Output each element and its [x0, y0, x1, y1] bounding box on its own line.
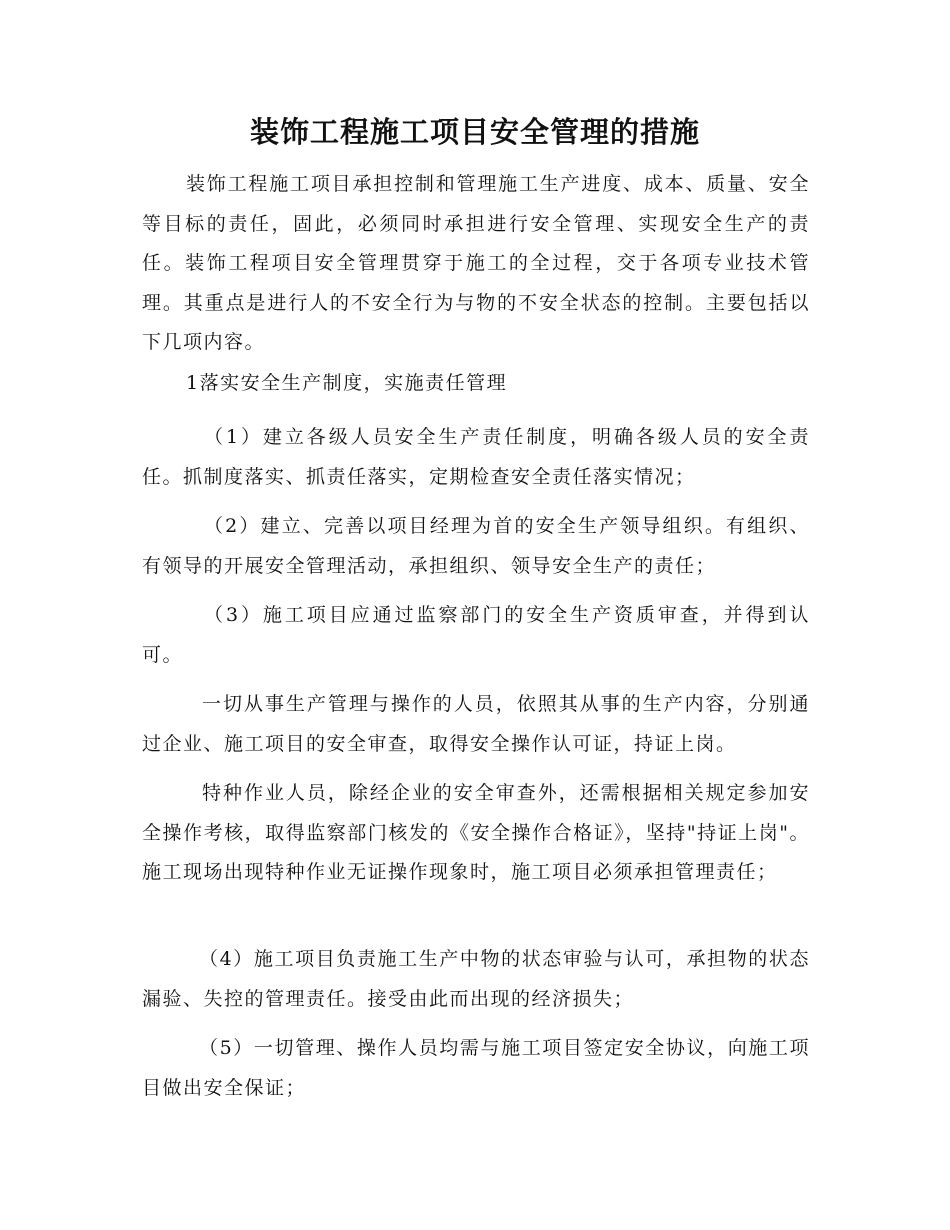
- section-heading: 1落实安全生产制度，实施责任管理: [186, 372, 508, 394]
- list-item-1: （1）建立各级人员安全生产责任制度，明确各级人员的安全责任。抓制度落实、抓责任落实，定期检查安全责任落实情况；: [142, 426, 810, 488]
- list-item-2: （2）建立、完善以项目经理为首的安全生产领导组织。有组织、有领导的开展安全管理活动，承担组织、领导安全生产的责任；: [142, 515, 810, 577]
- body-paragraph: 特种作业人员，除经企业的安全审查外，还需根据相关规定参加安全操作考核，取得监察部门核发的《安全操作合格证》，坚持"持证上岗"。施工现场出现特种作业无证操作现象时，施工项目必须承担管理责任；: [142, 782, 810, 883]
- list-item-4: （4）施工项目负责施工生产中物的状态审验与认可，承担物的状态漏验、失控的管理责任。接受由此而出现的经济损失；: [142, 948, 810, 1010]
- intro-paragraph: 装饰工程施工项目承担控制和管理施工生产进度、成本、质量、安全等目标的责任，固此，必须同时承担进行安全管理、实现安全生产的责任。装饰工程项目安全管理贯穿于施工的全过程，交于各项专业技术管理。其重点是进行人的不安全行为与物的不安全状态的控制。主要包括以下几项内容。: [142, 173, 810, 353]
- document-title: 装饰工程施工项目安全管理的措施: [249, 115, 700, 149]
- body-paragraph: 一切从事生产管理与操作的人员，依照其从事的生产内容，分别通过企业、施工项目的安全审查，取得安全操作认可证，持证上岗。: [142, 693, 810, 755]
- list-item-3: （3）施工项目应通过监察部门的安全生产资质审查，并得到认可。: [142, 604, 810, 666]
- list-item-5: （5）一切管理、操作人员均需与施工项目签定安全协议，向施工项目做出安全保证；: [142, 1037, 810, 1099]
